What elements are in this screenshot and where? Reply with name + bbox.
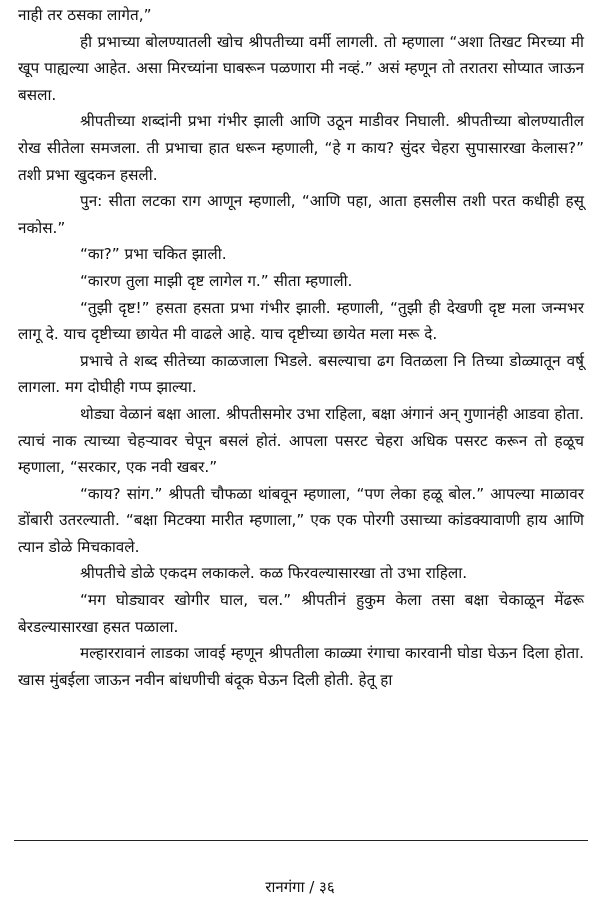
paragraph: ही प्रभाच्या बोलण्यातली खोच श्रीपतीच्या वर्मी लागली. तो म्हणाला “अशा तिखट मिरच्या मी खूप पाह्यल्या आहेत. असा मिरच्यांना घाबरून पळणारा मी नव्हं.” असं म्हणून तो तरातरा सोप्यात जाऊन बसला. [18,32,584,104]
page-footer: रानगंगा / ३६ [265,878,335,896]
paragraph: “तुझी दृष्ट!” हसता हसता प्रभा गंभीर झाली. म्हणाली, “तुझी ही देखणी दृष्ट मला जन्मभर लागू दे. याच दृष्टीच्या छायेत मी वाढले आहे. याच दृष्टीच्या छायेत मला मरू दे. [18,298,584,344]
paragraph: “काय? सांग.” श्रीपती चौफळा थांबवून म्हणाला, “पण लेका हळू बोल.” आपल्या माळावर डोंबारी उतरल्याती. “बक्षा मिटक्या मारीत म्हणाला,” एक एक पोरगी उसाच्या कांडक्यावाणी हाय आणि त्यान डोळे मिचकावले. [18,484,584,556]
paragraph: “कारण तुला माझी दृष्ट लागेल ग.” सीता म्हणाली. [80,271,353,290]
paragraph: पुन: सीता लटका राग आणून म्हणाली, “आणि पहा, आता हसलीस तशी परत कधीही हसू नकोस.” [18,192,584,237]
paragraph: “मग घोड्यावर खोगीर घाल, चल.” श्रीपतीनं हुकुम केला तसा बक्षा चेकाळून मेंढरू बेरडल्यासारखा हसत पळाला. [18,591,584,636]
paragraph: श्रीपतीच्या शब्दांनी प्रभा गंभीर झाली आणि उठून माडीवर निघाली. श्रीपतीच्या बोलण्यातील रोख सीतेला समजला. ती प्रभाचा हात धरून म्हणाली, “हे ग काय? सुंदर चेहरा सुपासारखा केलास?” तशी प्रभा खुदकन हसली. [18,112,584,184]
paragraph: “का?” प्रभा चकित झाली. [80,245,227,264]
paragraph: नाही तर ठसका लागेत,” [18,6,152,24]
footer-divider [14,840,588,841]
body-text [18,2,584,693]
paragraph: श्रीपतीचे डोळे एकदम लकाकले. कळ फिरवल्यासारखा तो उभा राहिला. [80,564,468,583]
paragraph: मल्हाररावानं लाडका जावई म्हणून श्रीपतीला काळ्या रंगाचा कारवानी घोडा घेऊन दिला होता. खास मुंबईला जाऊन नवीन बांधणीची बंदूक घेऊन दिली होती. हेतू हा [18,644,584,689]
paragraph: थोड्या वेळानं बक्षा आला. श्रीपतीसमोर उभा राहिला, बक्षा अंगानं अन् गुणानंही आडवा होता. त्याचं नाक त्याच्या चेहऱ्यावर चेपून बसलं होतं. आपला पसरट चेहरा अधिक पसरट करून तो हळूच म्हणाला, “सरकार, एक नवी खबर.” [18,404,584,477]
paragraph: प्रभाचे ते शब्द सीतेच्या काळजाला भिडले. बसल्याचा ढग वितळला नि तिच्या डोळ्यातून वर्षू लागला. मग दोघीही गप्प झाल्या. [18,351,584,397]
